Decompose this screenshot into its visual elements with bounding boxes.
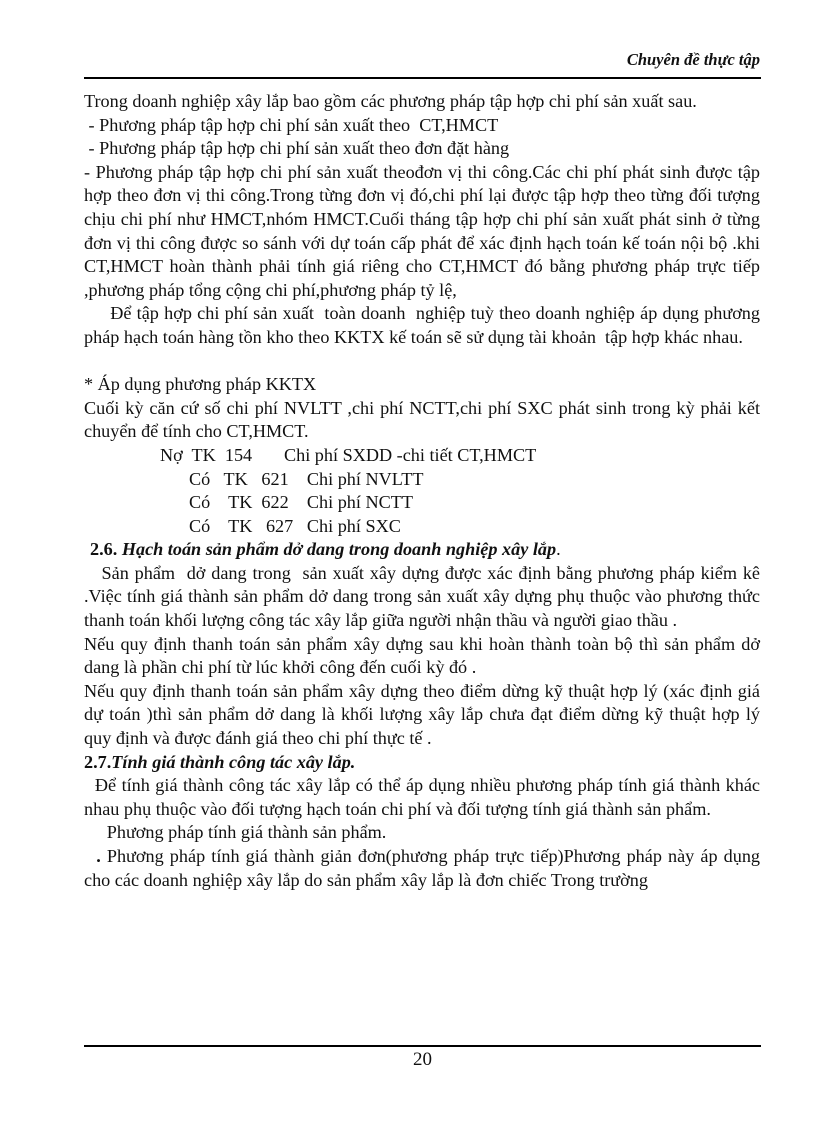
page-body (84, 90, 770, 892)
footer-rule (84, 1045, 761, 1047)
method-item-2: - Phương pháp tập hợp chi phí sản xuất theo đơn đặt hàng (84, 138, 510, 159)
kktx-paragraph: Để tập hợp chi phí sản xuất toàn doanh nghiệp tuỳ theo doanh nghiệp áp dụng phương pháp hạch toán hàng tồn kho theo KKTX kế toán sẽ sử dụng tài khoản tập hợp khác nhau. (84, 303, 765, 347)
header-rule (84, 77, 761, 79)
section-2-7-number: 2.7. (84, 751, 112, 772)
section-2-6-paragraph-3: Nếu quy định thanh toán sản phẩm xây dựng theo điểm dừng kỹ thuật hợp lý (xác định giá dự toán )thì sản phẩm dở dang là khối lượng xây lắp chưa đạt điểm dừng kỹ thuật hợp lý quy định và được đánh giá theo chi phí thực tế . (84, 680, 760, 749)
blank-line (84, 350, 760, 374)
running-header: Chuyên đề thực tập (626, 50, 760, 69)
kktx-heading: * Áp dụng phương pháp KKTX (84, 374, 317, 395)
journal-entry-credit-627: Có TK 627 Chi phí SXC (189, 515, 401, 536)
section-2-6-paragraph-1: Sản phẩm dở dang trong sản xuất xây dựng được xác định bằng phương pháp kiểm kê .Việc tính giá thành sản phẩm dở dang trong sản xuất xây dựng phụ thuộc vào phương thức thanh toán khối lượng công tác xây lắp giữa người nhận thầu và người giao thầu . (84, 562, 770, 631)
intro-paragraph: Trong doanh nghiệp xây lắp bao gồm các phương pháp tập hợp chi phí sản xuất sau. (84, 91, 697, 111)
bullet-mark: . (84, 846, 107, 866)
section-2-7-heading (84, 751, 760, 775)
period-end-paragraph: Cuối kỳ căn cứ số chi phí NVLTT ,chi phí NCTT,chi phí SXC phát sinh trong kỳ phải kết chuyển để tính cho CT,HMCT. (84, 397, 760, 442)
method-item-3: - Phương pháp tập hợp chi phí sản xuất theođơn vị thi công.Các chi phí phát sinh được tập hợp theo đơn vị thi công.Trong từng đơn vị đó,chi phí lại được tập hợp theo từng đối tượng chịu chi phí như HMCT,nhóm HMCT.Cuối tháng tập hợp chi phí sản xuất phát sinh ở từng đơn vị thi công được so sánh với dự toán cấp phát để xác định hạch toán kế toán nội bộ .khi CT,HMCT hoàn thành phải tính giá riêng cho CT,HMCT đó bằng phương pháp trực tiếp ,phương pháp tổng cộng chi phí,phương pháp tỷ lệ, (84, 161, 760, 300)
journal-entry-credit-622: Có TK 622 Chi phí NCTT (189, 492, 413, 513)
journal-entry-credit-621: Có TK 621 Chi phí NVLTT (189, 468, 424, 489)
section-2-7-paragraph-3 (84, 845, 760, 892)
section-2-6-title: Hạch toán sản phẩm dở dang trong doanh nghiệp xây lắp (121, 539, 557, 560)
page-number: 20 (413, 1049, 432, 1070)
section-2-7-paragraph-2: Phương pháp tính giá thành sản phẩm. (84, 822, 387, 843)
section-2-6-paragraph-2: Nếu quy định thanh toán sản phẩm xây dựng sau khi hoàn thành toàn bộ thì sản phẩm dở dang là phần chi phí từ lúc khởi công đến cuối kỳ đó . (84, 633, 760, 678)
section-2-7-paragraph-1: Để tính giá thành công tác xây lắp có thể áp dụng nhiều phương pháp tính giá thành khác nhau phụ thuộc vào đối tượng hạch toán chi phí và đối tượng tính giá thành sản phẩm. (84, 775, 765, 819)
section-2-7-title: Tính giá thành công tác xây lắp. (111, 751, 356, 772)
section-2-7-paragraph-3-text: Phương pháp tính giá thành giản đơn(phương pháp trực tiếp)Phương pháp này áp dụng cho các doanh nghiệp xây lắp do sản phẩm xây lắp là đơn chiếc Trong trường (84, 846, 761, 890)
section-2-6-end: . (556, 539, 561, 560)
journal-entry-debit: Nợ TK 154 Chi phí SXDD -chi tiết CT,HMCT (160, 444, 537, 465)
section-2-6-heading (84, 538, 760, 562)
section-2-6-number: 2.6. (90, 539, 122, 560)
method-item-1: - Phương pháp tập hợp chi phí sản xuất theo CT,HMCT (84, 114, 499, 135)
